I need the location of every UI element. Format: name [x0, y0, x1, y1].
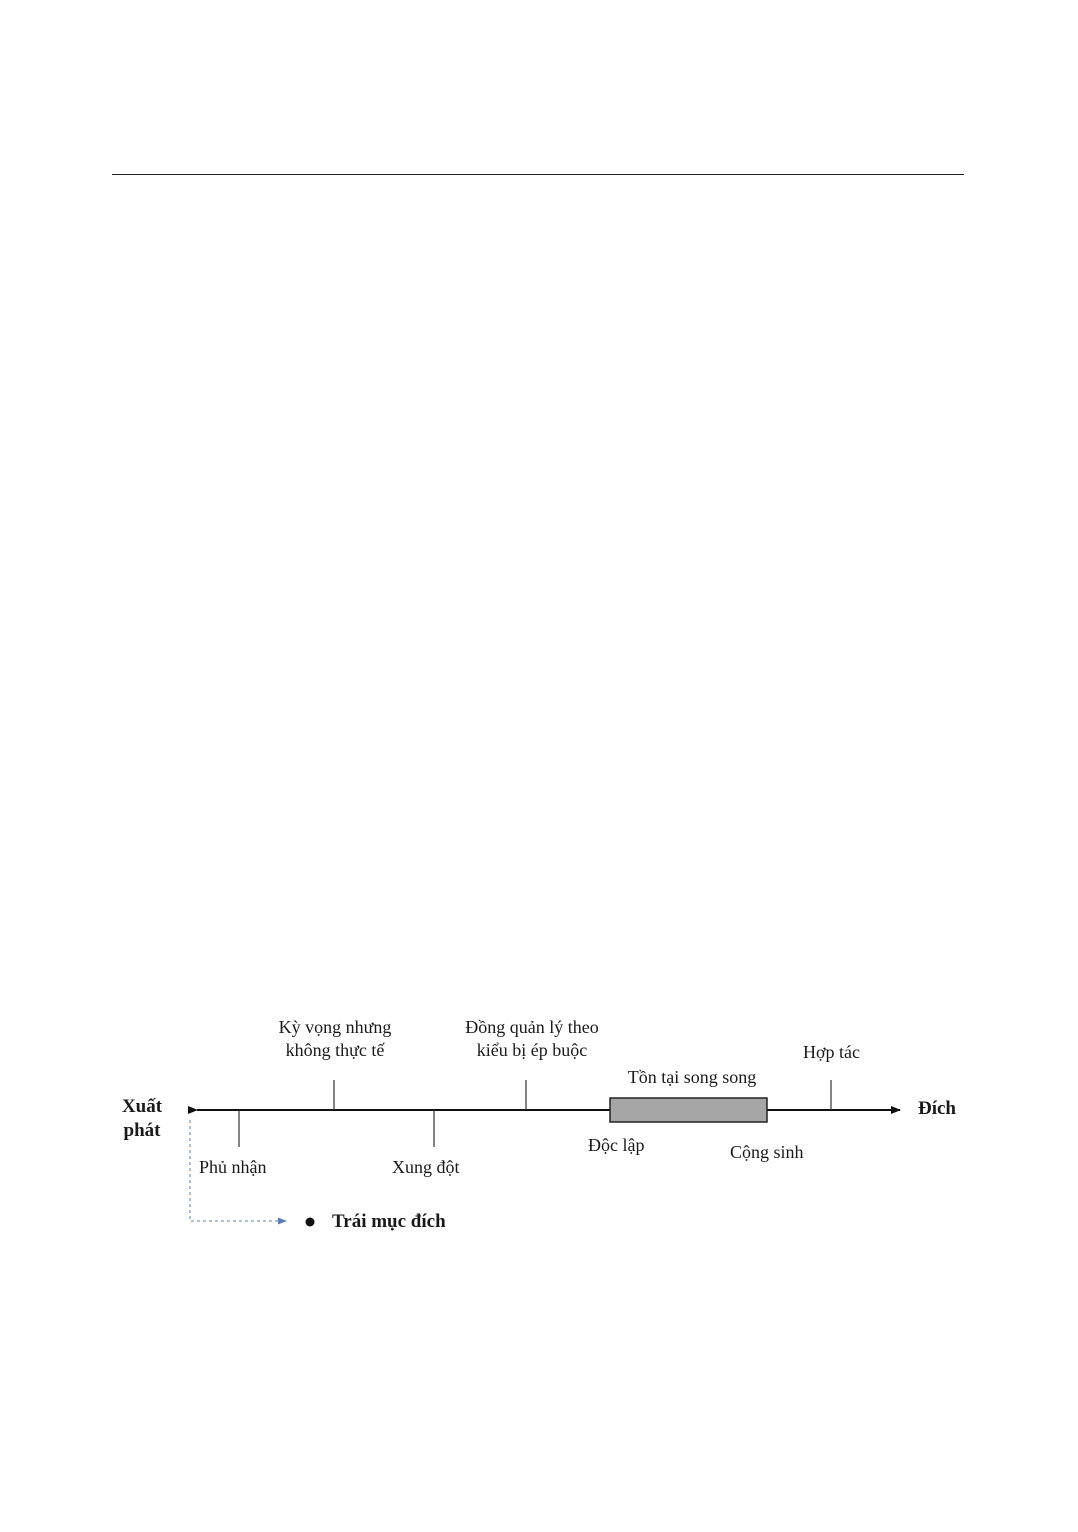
- label-doc-lap: Độc lập: [588, 1135, 645, 1155]
- header-rule: [112, 174, 964, 175]
- relationship-spectrum-diagram: [100, 1000, 980, 1260]
- label-hop-tac: Hợp tác: [803, 1042, 860, 1062]
- label-ky-vong: Kỳ vọng nhưng không thực tế: [278, 1017, 392, 1060]
- coexistence-box: [610, 1098, 767, 1122]
- label-ton-tai: Tồn tại song song: [627, 1067, 757, 1087]
- label-phu-nhan: Phủ nhận: [199, 1157, 267, 1177]
- label-cong-sinh: Cộng sinh: [730, 1142, 804, 1162]
- end-label: Đích: [918, 1098, 956, 1119]
- label-dong-quan-ly: Đồng quản lý theo kiểu bị ép buộc: [465, 1017, 599, 1060]
- legend-label: Trái mục đích: [332, 1211, 446, 1232]
- legend-bullet: [306, 1218, 315, 1227]
- start-label: Xuất phát: [121, 1096, 163, 1141]
- label-xung-dot: Xung đột: [392, 1157, 460, 1177]
